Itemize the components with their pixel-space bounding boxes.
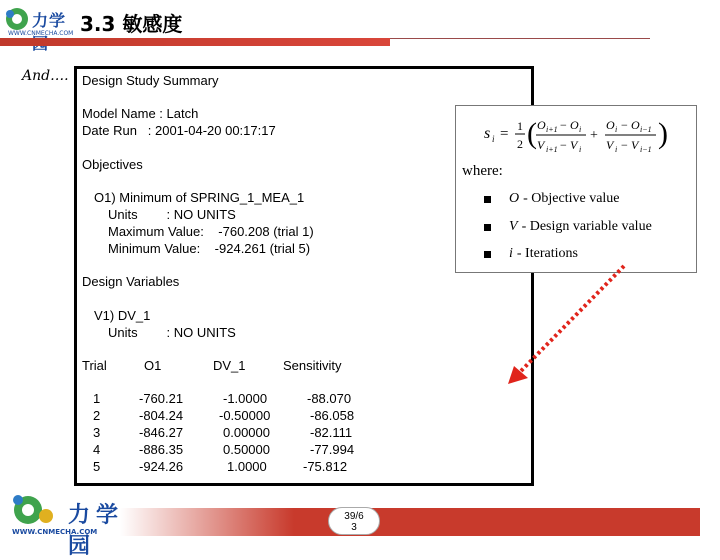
cell-trial: 1 [93,391,101,406]
legend-item-design-variable [484,219,652,235]
table-header-dv1: DV_1 [213,358,246,373]
cell-dv1: 0.50000 [223,442,270,457]
model-name: Model Name : Latch [82,106,199,121]
svg-text:i−1: i−1 [640,125,652,134]
page-number-line1: 39/6 [344,511,364,522]
legend-symbol: O [509,191,520,206]
svg-text:1: 1 [517,119,523,133]
objectives-heading: Objectives [82,157,143,172]
cell-o1: -804.24 [139,408,184,423]
svg-text:+: + [590,128,598,143]
objective-max: Maximum Value: -760.208 (trial 1) [108,224,314,239]
top-logo [2,2,80,38]
slide-title: 3.3 敏感度 [80,12,183,36]
legend-symbol: i [509,246,513,261]
cell-sensitivity: -75.812 [303,459,348,474]
svg-text:V: V [631,138,639,152]
title-underline-bar [0,38,390,46]
page-number-line2: 3 [351,522,357,533]
svg-text:i: i [615,145,618,154]
legend-symbol: V [509,219,518,234]
legend-item-objective [484,191,620,207]
cell-trial: 2 [93,408,101,423]
svg-text:i: i [579,145,582,154]
cell-trial: 3 [93,425,101,440]
svg-text:2: 2 [517,137,523,151]
dashed-arrow-icon [500,262,630,390]
cell-trial: 4 [93,442,101,457]
design-variables-heading: Design Variables [82,274,180,289]
cell-sensitivity: -88.070 [307,391,352,406]
title-divider-line [390,38,650,39]
svg-text:O: O [631,118,640,132]
svg-text:(: ( [527,117,537,150]
objective-name: O1) Minimum of SPRING_1_MEA_1 [94,190,305,205]
table-header-sensitivity: Sensitivity [283,358,342,373]
cell-o1: -846.27 [139,425,184,440]
cell-dv1: -0.50000 [219,408,271,423]
bullet-square-icon [484,224,491,231]
and-label: And…. [22,68,69,84]
cell-sensitivity: -77.994 [310,442,355,457]
variable-units: Units : NO UNITS [108,325,236,340]
page-number-badge [328,507,380,535]
cell-sensitivity: -86.058 [310,408,355,423]
bottom-logo [6,490,136,559]
cell-dv1: 1.0000 [227,459,267,474]
svg-text:i: i [579,125,582,134]
top-logo-text: 力学 [32,11,67,30]
variable-name: V1) DV_1 [94,308,151,323]
top-logo-url: WWW.CNMECHA.COM [8,30,74,37]
svg-text:−: − [621,118,628,132]
bottom-logo-url: WWW.CNMECHA.COM [12,528,98,536]
svg-text:O: O [570,118,579,132]
svg-text:O: O [606,118,615,132]
svg-text:i+1: i+1 [546,125,558,134]
cell-trial: 5 [93,459,101,474]
panel-heading: Design Study Summary [82,73,219,88]
date-run: Date Run : 2001-04-20 00:17:17 [82,123,276,138]
svg-text:s: s [484,125,491,142]
svg-text:−: − [560,138,567,152]
sensitivity-formula [484,112,694,156]
table-header-o1: O1 [144,358,162,373]
svg-text:i−1: i−1 [640,145,652,154]
cell-dv1: -1.0000 [223,391,268,406]
svg-text:−: − [621,138,628,152]
legend-item-iterations [484,246,578,262]
svg-text:V: V [606,138,614,152]
cell-o1: -924.26 [139,459,184,474]
bottom-logo-text: 力学园 [68,502,125,559]
svg-text:−: − [560,118,567,132]
objective-units: Units : NO UNITS [108,207,236,222]
where-label: where: [462,163,503,179]
svg-text:V: V [537,138,545,152]
bullet-square-icon [484,196,491,203]
cell-o1: -760.21 [139,391,184,406]
legend-text: - Iterations [516,246,578,261]
legend-text: - Design variable value [521,219,652,234]
footer-bar [120,508,700,536]
svg-text:i: i [492,134,495,144]
svg-text:i: i [615,125,618,134]
svg-text:O: O [537,118,546,132]
svg-text:): ) [658,117,668,150]
bullet-square-icon [484,251,491,258]
table-header-trial: Trial [82,358,107,373]
legend-text: - Objective value [523,191,620,206]
gear-logo-icon [6,490,66,530]
svg-text:=: = [500,126,509,142]
cell-dv1: 0.00000 [223,425,270,440]
cell-sensitivity: -82.111 [310,425,353,440]
objective-min: Minimum Value: -924.261 (trial 5) [108,241,311,256]
svg-text:V: V [570,138,578,152]
cell-o1: -886.35 [139,442,184,457]
svg-text:i+1: i+1 [546,145,558,154]
